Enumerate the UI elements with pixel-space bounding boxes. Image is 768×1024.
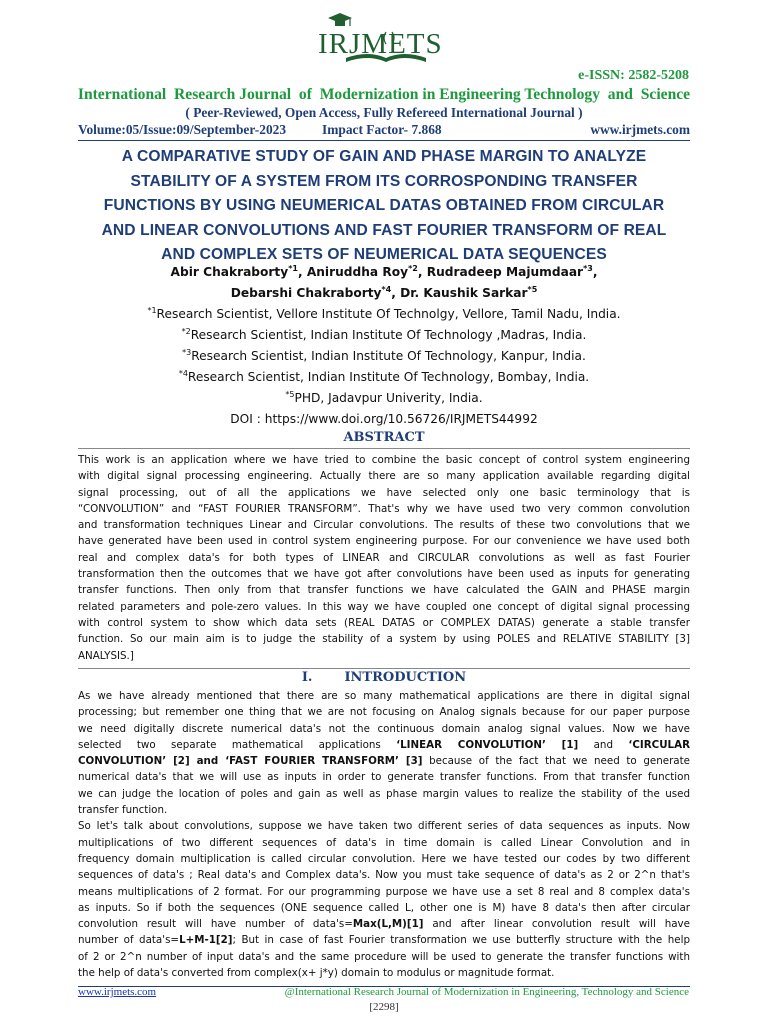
intro-line	[78, 932, 690, 948]
abstract-heading: ABSTRACT	[343, 430, 425, 445]
author-name: Debarshi Chakraborty	[230, 286, 382, 300]
abstract-line: “CONVOLUTION” and “FAST FOURIER TRANSFORM”. That's why we have used two very common convolution	[78, 502, 690, 515]
abstract-line: have generated have been used in control system engineering purpose. For our convenience we have used both	[78, 535, 690, 548]
title-line: AND COMPLEX SETS OF NEUMERICAL DATA SEQUENCES	[161, 246, 607, 263]
title-line: FUNCTIONS BY USING NEUMERICAL DATAS OBTAINED FROM CIRCULAR	[103, 197, 665, 214]
affiliation-text: Research Scientist, Indian Institute Of Technology, Bombay, India.	[187, 370, 590, 384]
footer-website-link[interactable]: www.irjmets.com	[78, 986, 157, 998]
intro-line: transfer function.	[78, 804, 168, 817]
intro-line: we can judge the location of poles and gain as well as phase margin values to realize the stability of the used	[78, 787, 690, 800]
intro-text: number of data's=	[78, 934, 180, 947]
impact-factor: Impact Factor- 7.868	[322, 122, 442, 137]
abstract-line: with digital signal processing engineering. Actually there are so many application available regarding digital	[78, 470, 690, 483]
title-line: AND LINEAR CONVOLUTIONS AND FAST FOURIER TRANSFORM OF REAL	[101, 221, 667, 239]
intro-line	[78, 916, 690, 932]
journal-website[interactable]: www.irjmets.com	[590, 122, 690, 137]
intro-line: of 2 or 2^n number of input data's and the same procedure will be used to generate the transfer functions with	[78, 950, 690, 963]
header-rule	[78, 140, 690, 141]
intro-text: convolution result will have number of data's=	[78, 918, 353, 931]
paper-title	[78, 145, 690, 268]
author-name: Dr. Kaushik Sarkar	[400, 286, 528, 300]
abstract-line: ANALYSIS.]	[78, 649, 134, 662]
issn: e-ISSN: 2582-5208	[578, 68, 689, 83]
author-list	[78, 262, 690, 304]
abstract-line: real and complex data's for both types of LINEAR and CIRCULAR convolutions as well as fast Fourier	[78, 551, 690, 564]
intro-line: So let's talk about convolutions, suppose we have taken two different series of data sequences as inputs. Now	[78, 820, 690, 833]
intro-heading	[78, 670, 690, 685]
abstract-line: transformation then the outcomes that we have got after convolutions have been used as inputs for generating	[78, 568, 690, 581]
affiliation-text: Research Scientist, Vellore Institute Of Technolgy, Vellore, Tamil Nadu, India.	[156, 307, 621, 321]
intro-line: numerical data's that we will use as inputs in order to generate transfer functions. From that transfer function	[78, 771, 690, 784]
author-name: Aniruddha Roy	[306, 265, 409, 279]
abstract-line: and transformation techniques Linear and Circular convolutions. The results of these two convolutions that we	[78, 519, 690, 532]
intro-rule	[78, 668, 690, 669]
formula-max: Max(L,M)[1]	[352, 918, 424, 931]
volume-issue: Volume:05/Issue:09/September-2023	[78, 122, 287, 137]
journal-name: International Research Journal of Modernization in Engineering Technology and Science	[77, 86, 691, 103]
formula-lm: L+M-1[2]	[179, 934, 233, 947]
intro-line: processing; but remember one thing that we are not focusing on Analog signals because for our paper purpose	[78, 706, 690, 719]
affiliation-sup: *3	[182, 347, 192, 357]
intro-line: sequences of data's ; Real data's and Complex data's. Now you must take sequence of data's as 2 or 2^n that's	[78, 869, 690, 882]
intro-text: selected two separate mathematical applications	[78, 738, 397, 751]
peer-review-line: ( Peer-Reviewed, Open Access, Fully Refereed International Journal )	[185, 105, 583, 120]
abstract-rule	[78, 448, 690, 449]
intro-text: and after linear convolution result will have	[423, 918, 690, 931]
affiliations	[78, 304, 690, 430]
author-sep: ,	[417, 265, 427, 279]
author-sup: *1	[288, 263, 298, 273]
author-name: Abir Chakraborty	[170, 265, 289, 279]
author-line-1	[78, 262, 690, 283]
author-sup: *2	[408, 263, 418, 273]
volume-row	[78, 122, 690, 138]
author-name: Rudradeep Majumdaar	[426, 265, 584, 279]
author-sup: *4	[381, 284, 392, 294]
author-sep: ,	[592, 265, 598, 279]
citation-linear: ‘LINEAR CONVOLUTION’ [1]	[396, 738, 579, 751]
citation-fft: CONVOLUTION’ [2] and ‘FAST FOURIER TRANSFORM’ [3]	[78, 755, 423, 768]
intro-line: frequency domain multiplication is called circular convolution. Here we have tested our codes by two different	[78, 852, 690, 865]
abstract-line: This work is an application where we have tried to combine the basic concept of control system engineering	[78, 454, 690, 466]
author-line-2	[78, 283, 690, 304]
affiliation-text: Research Scientist, Indian Institute Of Technology ,Madras, India.	[190, 328, 587, 342]
intro-body	[78, 688, 690, 981]
author-sup: *5	[527, 284, 538, 294]
abstract-line: signal processing, out of all the applications we have selected only one basic terminology that is	[78, 486, 690, 499]
page-number: [2298]	[369, 1001, 399, 1013]
abstract-line: related parameters and pole-zero values. In this way we have coupled one concept of digital signal processing	[78, 600, 690, 613]
affiliation	[78, 388, 690, 409]
intro-heading-text: INTRODUCTION	[344, 670, 467, 685]
intro-text: because of the fact that we need to generate	[422, 755, 690, 768]
citation-circular: ‘CIRCULAR	[628, 738, 691, 751]
affiliation-text: Research Scientist, Indian Institute Of Technology, Kanpur, India.	[191, 349, 586, 363]
affiliation	[78, 346, 690, 367]
intro-line: As we have already mentioned that there are so many mathematical applications are there in digital signal	[78, 690, 690, 702]
footer-copyright: @International Research Journal of Modernization in Engineering, Technology and Science	[284, 986, 689, 998]
intro-text: ; But in case of fast Fourier transformation we use butterfly structure with the help	[232, 934, 690, 947]
author-sep: ,	[391, 286, 401, 300]
title-line: STABILITY OF A SYSTEM FROM ITS CORROSPONDING TRANSFER	[130, 172, 638, 190]
affiliation-sup: *2	[181, 326, 191, 336]
affiliation-text: PHD, Jadavpur Univerity, India.	[294, 391, 483, 405]
intro-line: as inputs. So if both the sequences (ONE sequence called L, other one is M) have 8 data's then after circular	[78, 901, 690, 914]
author-sup: *3	[583, 263, 593, 273]
intro-line	[78, 737, 690, 753]
abstract-line: transfer functions. Then only from that transfer functions we have calculated the GAIN and PHASE margin	[78, 584, 690, 597]
affiliation	[78, 304, 690, 325]
affiliation-sup: *1	[147, 305, 157, 315]
doi[interactable]: DOI : https://www.doi.org/10.56726/IRJMETS44992	[230, 412, 538, 426]
intro-line: multiplications of two different sequences of data's in time domain is called Linear Convolution and in	[78, 836, 690, 849]
abstract-line: function. So our main aim is to judge the stability of a system by using POLES and RELATIVE STABILITY [3]	[78, 633, 690, 646]
intro-line: the help of data's converted from complex(x+ j*y) domain to modulus or magnitude format.	[78, 967, 555, 980]
abstract-line: with control system to show which data sets (REAL DATAS or COMPLEX DATAS) generate a stable transfer	[78, 616, 690, 629]
abstract-body	[78, 452, 690, 664]
intro-line	[78, 753, 690, 769]
logo-text: IRJMETS	[318, 28, 443, 60]
affiliation	[78, 367, 690, 388]
affiliation-sup: *5	[285, 389, 295, 399]
intro-line: we need digitally discrete numerical data's not the continuous domain analog signal values. Now we have	[78, 722, 690, 735]
intro-text: and	[578, 738, 629, 751]
intro-line: means multiplications of 2 format. For our programming purpose we have use a set 8 real and 8 complex data's	[78, 885, 690, 898]
title-line: A COMPARATIVE STUDY OF GAIN AND PHASE MARGIN TO ANALYZE	[121, 148, 647, 165]
affiliation-sup: *4	[178, 368, 188, 378]
affiliation	[78, 325, 690, 346]
intro-heading-num: I.	[301, 670, 313, 685]
author-sep: ,	[297, 265, 307, 279]
